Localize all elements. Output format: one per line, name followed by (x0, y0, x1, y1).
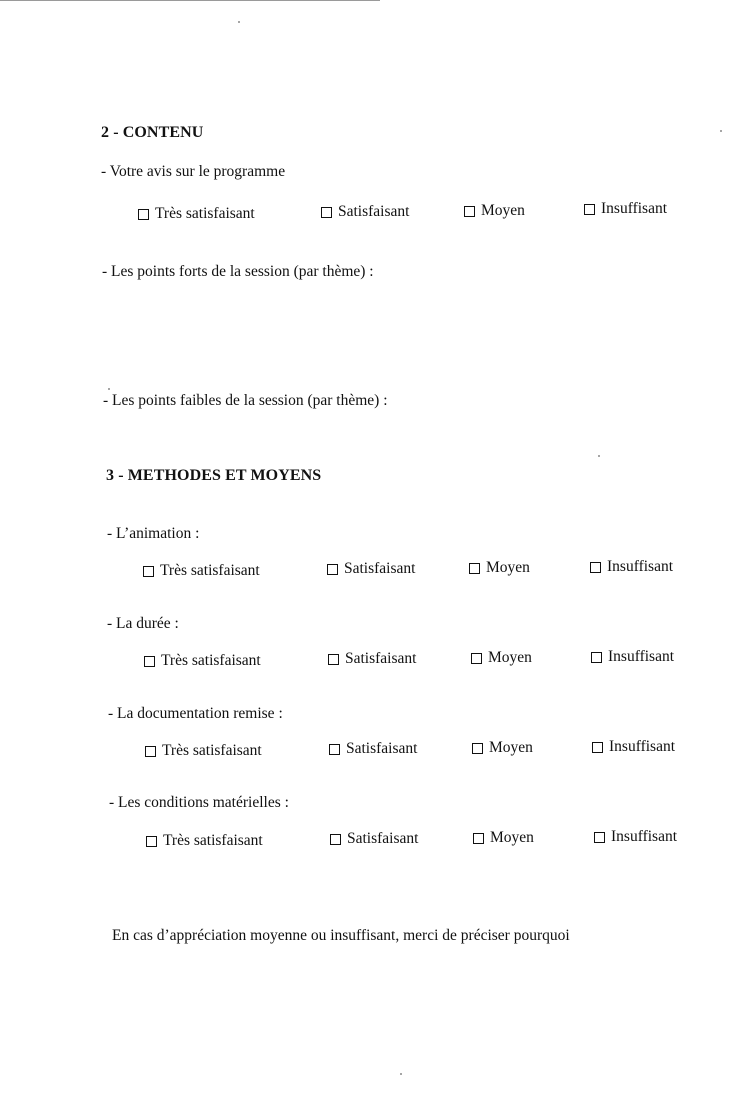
scan-speck (720, 130, 722, 132)
option-tres-satisfaisant[interactable] (145, 742, 262, 760)
section-heading-methodes: 3 - METHODES ET MOYENS (106, 467, 322, 484)
option-label: Insuffisant (607, 558, 674, 575)
question-duree: - La durée : (107, 615, 179, 632)
option-label: Insuffisant (608, 648, 675, 665)
checkbox[interactable] (590, 562, 601, 573)
checkbox[interactable] (464, 206, 475, 217)
scan-speck (108, 388, 110, 390)
option-tres-satisfaisant[interactable] (143, 562, 260, 580)
option-moyen[interactable] (464, 202, 525, 220)
checkbox[interactable] (592, 742, 603, 753)
option-insuffisant[interactable] (590, 558, 673, 576)
question-programme: - Votre avis sur le programme (101, 163, 286, 180)
option-label: Satisfaisant (344, 560, 416, 577)
option-label: Moyen (488, 649, 532, 666)
option-label: Insuffisant (611, 828, 678, 845)
option-insuffisant[interactable] (591, 648, 674, 666)
option-label: Moyen (490, 829, 534, 846)
option-satisfaisant[interactable] (329, 740, 417, 758)
question-animation: - L’animation : (107, 525, 200, 542)
option-insuffisant[interactable] (594, 828, 677, 846)
option-tres-satisfaisant[interactable] (144, 652, 261, 670)
checkbox[interactable] (328, 654, 339, 665)
checkbox[interactable] (145, 746, 156, 757)
option-label: Très satisfaisant (162, 742, 262, 759)
option-label: Moyen (486, 559, 530, 576)
checkbox[interactable] (471, 653, 482, 664)
checkbox[interactable] (138, 209, 149, 220)
checkbox[interactable] (144, 656, 155, 667)
checkbox[interactable] (472, 743, 483, 754)
checkbox[interactable] (473, 833, 484, 844)
option-moyen[interactable] (469, 559, 530, 577)
option-label: Satisfaisant (347, 830, 419, 847)
scan-speck (400, 1073, 402, 1075)
checkbox[interactable] (469, 563, 480, 574)
option-satisfaisant[interactable] (321, 203, 409, 221)
option-moyen[interactable] (473, 829, 534, 847)
checkbox[interactable] (143, 566, 154, 577)
scan-speck (598, 455, 600, 457)
option-label: Satisfaisant (346, 740, 418, 757)
checkbox[interactable] (327, 564, 338, 575)
scan-edge-line (0, 0, 380, 1)
option-label: Très satisfaisant (163, 832, 263, 849)
option-label: Très satisfaisant (160, 562, 260, 579)
option-moyen[interactable] (471, 649, 532, 667)
option-label: Moyen (489, 739, 533, 756)
option-label: Insuffisant (601, 200, 668, 217)
question-documentation: - La documentation remise : (108, 705, 283, 722)
option-insuffisant[interactable] (584, 200, 667, 218)
option-label: Moyen (481, 202, 525, 219)
section-heading-contenu: 2 - CONTENU (101, 124, 204, 141)
checkbox[interactable] (321, 207, 332, 218)
option-label: Très satisfaisant (161, 652, 261, 669)
option-label: Insuffisant (609, 738, 676, 755)
checkbox[interactable] (330, 834, 341, 845)
option-label: Très satisfaisant (155, 205, 255, 222)
option-satisfaisant[interactable] (330, 830, 418, 848)
checkbox[interactable] (584, 204, 595, 215)
checkbox[interactable] (594, 832, 605, 843)
option-tres-satisfaisant[interactable] (146, 832, 263, 850)
option-moyen[interactable] (472, 739, 533, 757)
closing-note: En cas d’appréciation moyenne ou insuffisant, merci de préciser pourquoi (112, 927, 570, 944)
checkbox[interactable] (146, 836, 157, 847)
option-satisfaisant[interactable] (328, 650, 416, 668)
option-label: Satisfaisant (338, 203, 410, 220)
option-label: Satisfaisant (345, 650, 417, 667)
option-tres-satisfaisant[interactable] (138, 205, 255, 223)
question-points-forts: - Les points forts de la session (par thème) : (102, 263, 374, 280)
question-conditions-materielles: - Les conditions matérielles : (109, 794, 289, 811)
option-satisfaisant[interactable] (327, 560, 415, 578)
checkbox[interactable] (591, 652, 602, 663)
checkbox[interactable] (329, 744, 340, 755)
scan-speck (238, 21, 240, 23)
question-points-faibles: - Les points faibles de la session (par thème) : (103, 392, 388, 409)
option-insuffisant[interactable] (592, 738, 675, 756)
